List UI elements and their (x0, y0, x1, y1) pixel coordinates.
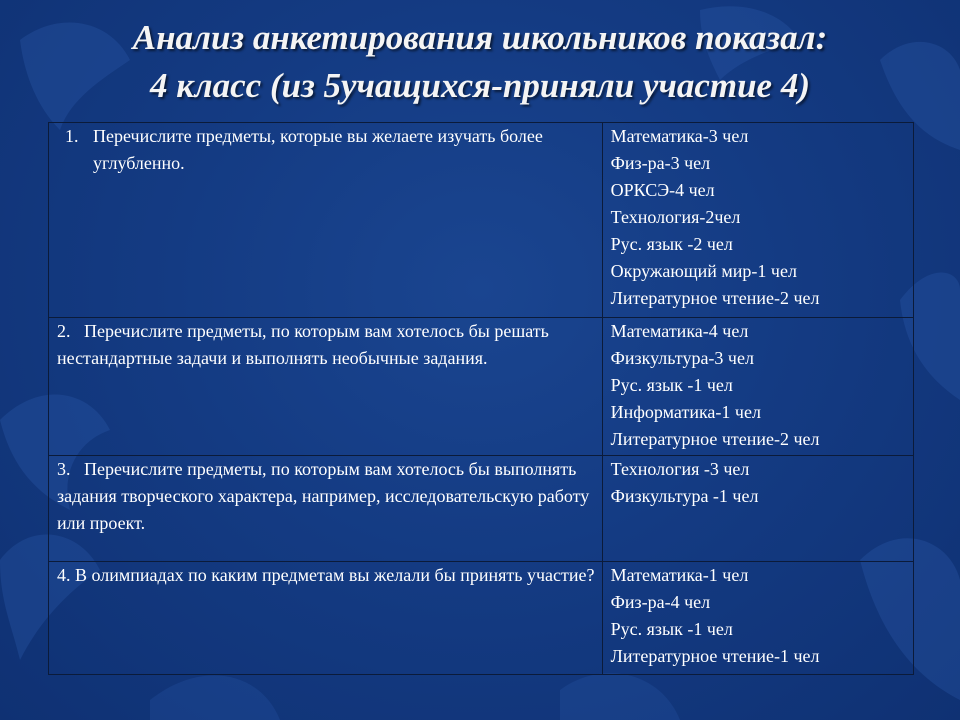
answer-cell (602, 562, 913, 675)
answer-item: Рус. язык -1 чел (610, 619, 733, 639)
table-row (49, 123, 914, 318)
answer-item: Литературное чтение-1 чел (610, 646, 820, 666)
answer-cell (602, 456, 913, 562)
answer-item: Литературное чтение-2 чел (610, 288, 820, 308)
question-cell (49, 318, 603, 456)
answer-item: Технология -3 чел (610, 459, 750, 479)
answer-item: Математика-4 чел (610, 321, 749, 341)
answer-item: Физ-ра-3 чел (610, 153, 711, 173)
question-cell (49, 123, 603, 318)
answer-item: Математика-1 чел (610, 565, 749, 585)
table-row (49, 318, 914, 456)
question-cell (49, 456, 603, 562)
answer-item: Рус. язык -2 чел (610, 234, 733, 254)
table-row (49, 456, 914, 562)
title-line-1: Анализ анкетирования школьников показал: (132, 18, 828, 57)
answer-cell (602, 318, 913, 456)
answer-item: Технология-2чел (610, 207, 741, 227)
answer-item: Окружающий мир-1 чел (610, 261, 797, 281)
question-cell (49, 562, 603, 675)
question-number: 1. (65, 126, 79, 146)
question-text: 3. Перечислите предметы, по которым вам хотелось бы выполнять задания творческого характера, например, исследовательскую работу или проект. (57, 459, 594, 533)
question-text: 1. Перечислите предметы, которые вы желаете изучать более углубленно. (57, 123, 596, 177)
answer-item: Физкультура-3 чел (610, 348, 754, 368)
answer-item: Информатика-1 чел (610, 402, 761, 422)
survey-results-table (48, 122, 914, 675)
answer-cell (602, 123, 913, 318)
answer-item: Физ-ра-4 чел (610, 592, 711, 612)
question-text: 2. Перечислите предметы, по которым вам хотелось бы решать нестандартные задачи и выполнять необычные задания. (57, 321, 554, 368)
question-text: 4. В олимпиадах по каким предметам вы желали бы принять участие? (57, 565, 595, 585)
table-row (49, 562, 914, 675)
title-line-2: 4 класс (из 5учащихся-приняли участие 4) (149, 66, 810, 105)
answer-item: Литературное чтение-2 чел (610, 429, 820, 449)
answer-item: Математика-3 чел (610, 126, 749, 146)
answer-item: Физкультура -1 чел (610, 486, 759, 506)
answer-item: Рус. язык -1 чел (610, 375, 733, 395)
slide-title (0, 14, 960, 110)
answer-item: ОРКСЭ-4 чел (610, 180, 715, 200)
